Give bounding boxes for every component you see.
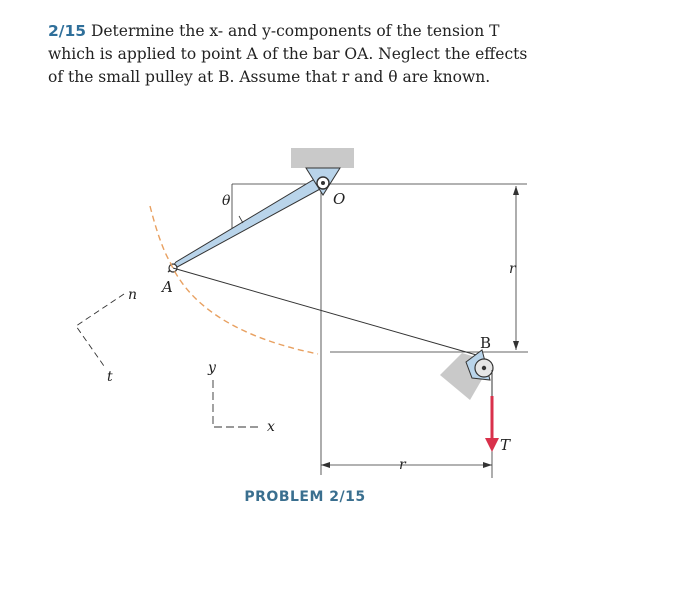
dimension-arrowhead-right	[483, 462, 492, 468]
label-r-horizontal: r	[399, 457, 406, 473]
dimension-arrowhead-up	[513, 186, 519, 195]
label-y: y	[208, 360, 216, 376]
label-t-tension: T	[500, 436, 511, 454]
pulley-b-center	[482, 366, 486, 370]
pin-o-center	[321, 181, 325, 185]
label-b: B	[480, 334, 492, 352]
ceiling-support	[291, 148, 354, 168]
bar-tick	[239, 216, 243, 223]
tension-arrowhead	[485, 438, 499, 452]
label-o: O	[333, 190, 346, 208]
label-theta: θ	[222, 193, 231, 209]
problem-line-3: of the small pulley at B. Assume that r and θ are known.	[48, 68, 491, 86]
label-n: n	[128, 287, 138, 303]
dimension-arrowhead-left	[321, 462, 330, 468]
label-r-vertical: r	[509, 261, 516, 277]
dimension-arrowhead-down	[513, 341, 519, 350]
label-a: A	[162, 278, 173, 296]
bar-oa	[168, 177, 322, 272]
problem-number: 2/15	[48, 22, 87, 40]
nt-axes	[76, 294, 124, 366]
figure-caption: PROBLEM 2/15	[244, 489, 366, 505]
problem-text-1: Determine the x- and y-components of the tension T	[86, 22, 500, 40]
cable-ab	[173, 268, 480, 356]
label-x: x	[267, 419, 275, 435]
problem-line-2: which is applied to point A of the bar OA. Neglect the effects	[48, 45, 528, 63]
xy-axes	[213, 380, 262, 427]
label-t-axis: t	[107, 369, 113, 385]
